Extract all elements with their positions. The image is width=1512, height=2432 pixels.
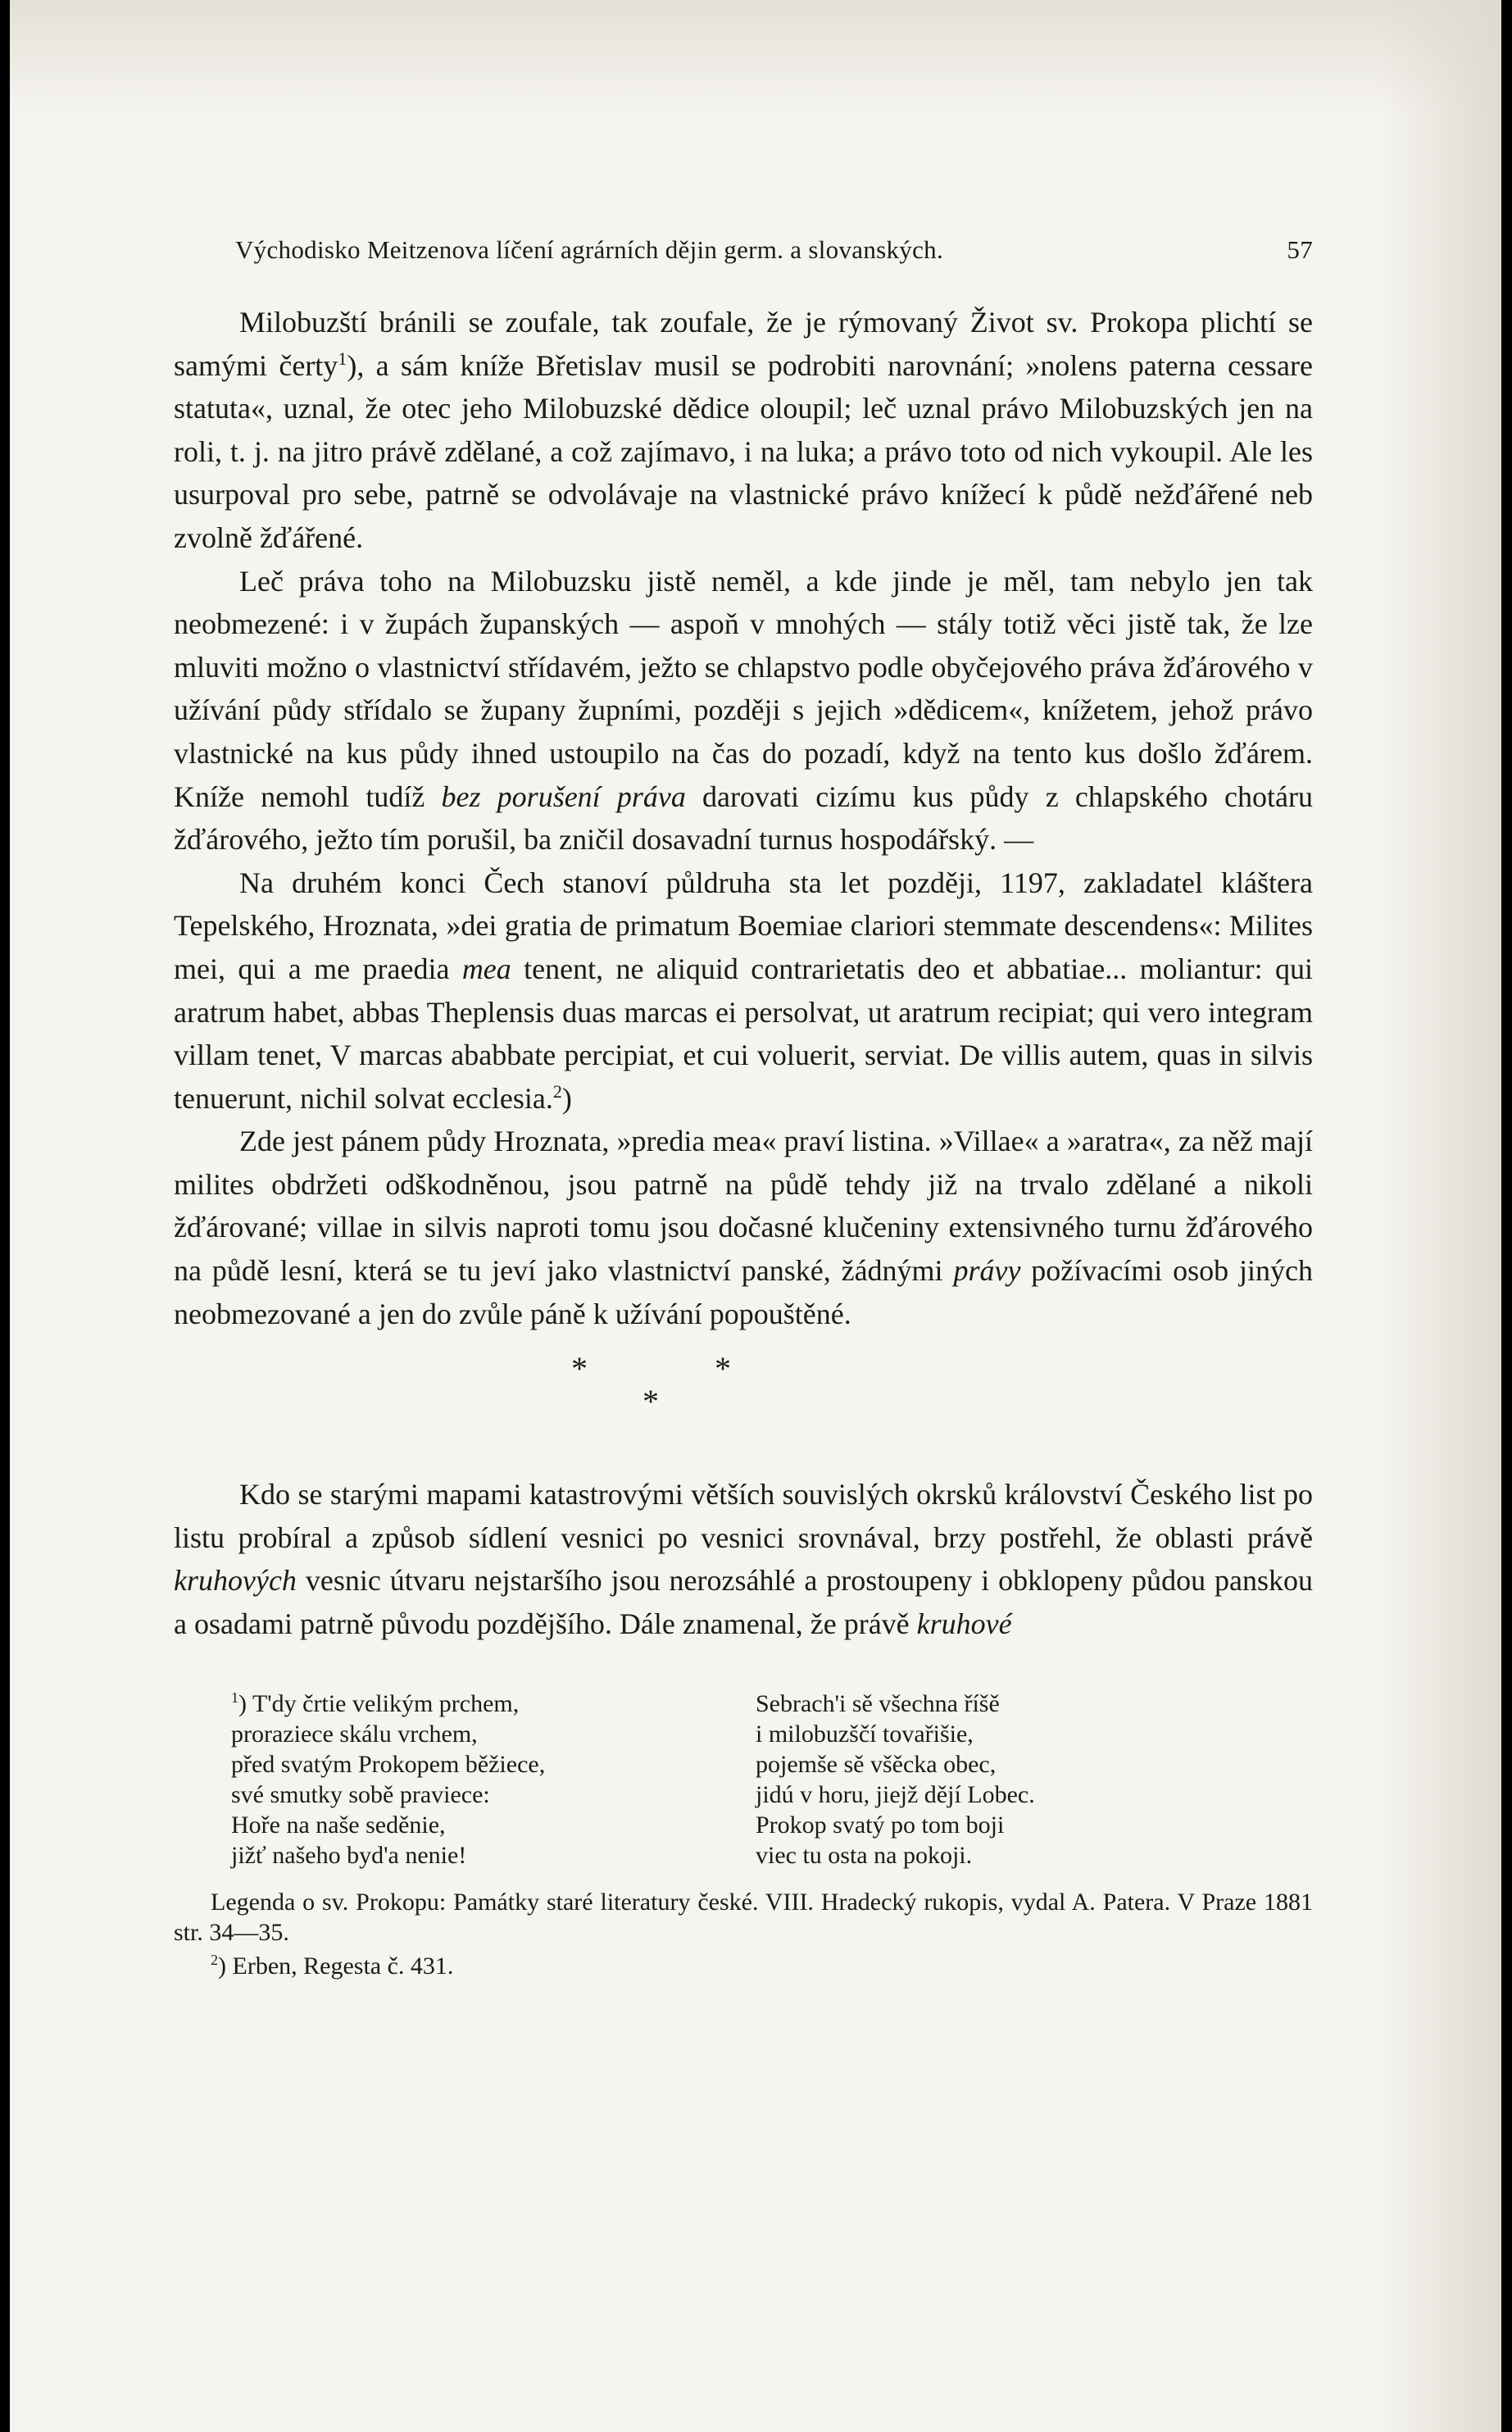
paragraph-5: Kdo se starými mapami katastrovými větších souvislých okrsků království Českého list po listu probíral a způsob sídlení vesnici po vesnici srovnával, brzy postřehl, že oblasti právě kruhových vesnic útvaru nejstaršího jsou nerozsáhlé a prostoupeny i obklopeny půdou panskou a osadami patrně původu pozdějšího. Dále znamenal, že právě kruhové: [174, 1478, 1313, 1641]
poem-line: jidú v horu, jiejž dějí Lobec.: [756, 1780, 1035, 1808]
poem-line: Hoře na naše seděnie,: [231, 1811, 446, 1839]
emphasis: kruhové: [916, 1607, 1012, 1641]
footnote-1-source: Legenda o sv. Prokopu: Památky staré literatury české. VIII. Hradecký rukopis, vydal A. Patera. V Praze 1881 str. 34—35.: [174, 1888, 1313, 1946]
footnote-mark-1: 1: [231, 1689, 238, 1706]
poem-right-column: [756, 1689, 1035, 1871]
running-title: Východisko Meitzenova líčení agrárních dějin germ. a slovanských.: [235, 235, 943, 264]
footnote-mark-2: 2: [211, 1951, 218, 1968]
emphasis: právy: [953, 1254, 1021, 1288]
emphasis: mea: [461, 952, 511, 985]
emphasis: kruhových: [174, 1564, 297, 1598]
asterisk: *: [571, 1350, 588, 1388]
footnote-ref-2: 2: [552, 1080, 562, 1102]
paragraph-4: Zde jest pánem půdy Hroznata, »predia mea« praví listina. »Villae« a »aratra«, za něž mají milites obdržeti odškodněnou, jsou patrně na půdě tehdy již na trvalo zdělané a nikoli žďárované; villae in silvis naproti tomu jsou dočasné klučeniny extensivného turnu žďárového na půdě lesní, která se tu jeví jako vlastnictví panské, žádnými právy požívacími osob jiných neobmezované a jen do zvůle páně k užívání popouštěné.: [174, 1125, 1313, 1330]
poem-line: Prokop svatý po tom boji: [756, 1811, 1005, 1839]
footnotes: [174, 1689, 1313, 1981]
asterisk: *: [715, 1350, 731, 1388]
poem-left-column: [174, 1689, 756, 1871]
book-page: [10, 0, 1501, 2432]
footnote-1-poem: [174, 1689, 1313, 1871]
paragraph-3: Na druhém konci Čech stanoví půldruha sta let později, 1197, zakladatel kláštera Tepelského, Hroznata, »dei gratia de primatum Boemiae clariori stemmate descendens«: Milites mei, qui a me praedia mea tenent, ne aliquid contrarietatis deo et abbatiae... moliantur: qui aratrum habet, abbas Theplensis duas marcas ei persolvat, ut aratrum recipiat; qui vero integram villam tenet, V marcas ababbate percipiat, et cui voluerit, serviat. De villis autem, quas in silvis tenuerunt, nichil solvat ecclesia.$^2$): [174, 866, 1313, 1115]
poem-line: i milobuzščí tovařišie,: [756, 1720, 974, 1748]
poem-line: viec tu osta na pokoji.: [756, 1841, 973, 1869]
paragraph-2: Leč práva toho na Milobuzsku jistě neměl, a kde jinde je měl, tam nebylo jen tak neobmezené: i v župách županských — aspoň v mnohých — stály totiž věci jistě tak, že lze mluviti možno o vlastnictví střídavém, ježto se chlapstvo podle obyčejového práva žďárového v užívání půdy střídalo se župany župními, později s jejich »dědicem«, knížetem, jehož právo vlastnické na kus půdy ihned ustoupilo na čas do pozadí, když na tento kus došlo žďárem. Kníže nemohl tudíž bez porušení práva darovati cizímu kus půdy z chlapského chotáru žďárového, ježto tím porušil, ba zničil dosavadní turnus hospodářský. —: [174, 564, 1313, 857]
poem-line: před svatým Prokopem běžiece,: [231, 1750, 546, 1778]
footnote-2: $^2$) Erben, Regesta č. 431.: [211, 1951, 454, 1980]
page-number: 57: [1287, 235, 1313, 264]
poem-line: $^1$) T'dy črtie velikým prchem,: [231, 1689, 520, 1717]
page-content: [174, 234, 1313, 1981]
asterisk: *: [642, 1383, 659, 1421]
running-head: [174, 234, 1313, 266]
poem-line: pojemše sě všěcka obec,: [756, 1750, 997, 1778]
poem-line: Sebrach'i sě všechna říšě: [756, 1689, 1000, 1717]
poem-line: své smutky sobě praviece:: [231, 1780, 490, 1808]
emphasis: bez porušení práva: [441, 780, 686, 813]
paragraph-1: Milobuzští bránili se zoufale, tak zoufale, že je rýmovaný Život sv. Prokopa plichtí se samými čerty$^1$), a sám kníže Břetislav musil se podrobiti narovnání; »nolens paterna cessare statuta«, uznal, že otec jeho Milobuzské dědice oloupil; leč uznal právo Milobuzských jen na roli, t. j. na jitro právě zdělané, a což zajímavo, i na luka; a právo toto od nich vykoupil. Ale les usurpoval pro sebe, patrně se odvolávaje na vlastnické právo knížecí k půdě nežďářené neb zvolně žďářené.: [174, 306, 1313, 554]
poem-line: jižť našeho byd'a nenie!: [231, 1841, 467, 1869]
section-separator: [174, 1345, 1313, 1443]
poem-line: proraziece skálu vrchem,: [231, 1720, 478, 1748]
body-text: [174, 301, 1313, 1646]
footnote-ref-1: 1: [338, 348, 347, 369]
